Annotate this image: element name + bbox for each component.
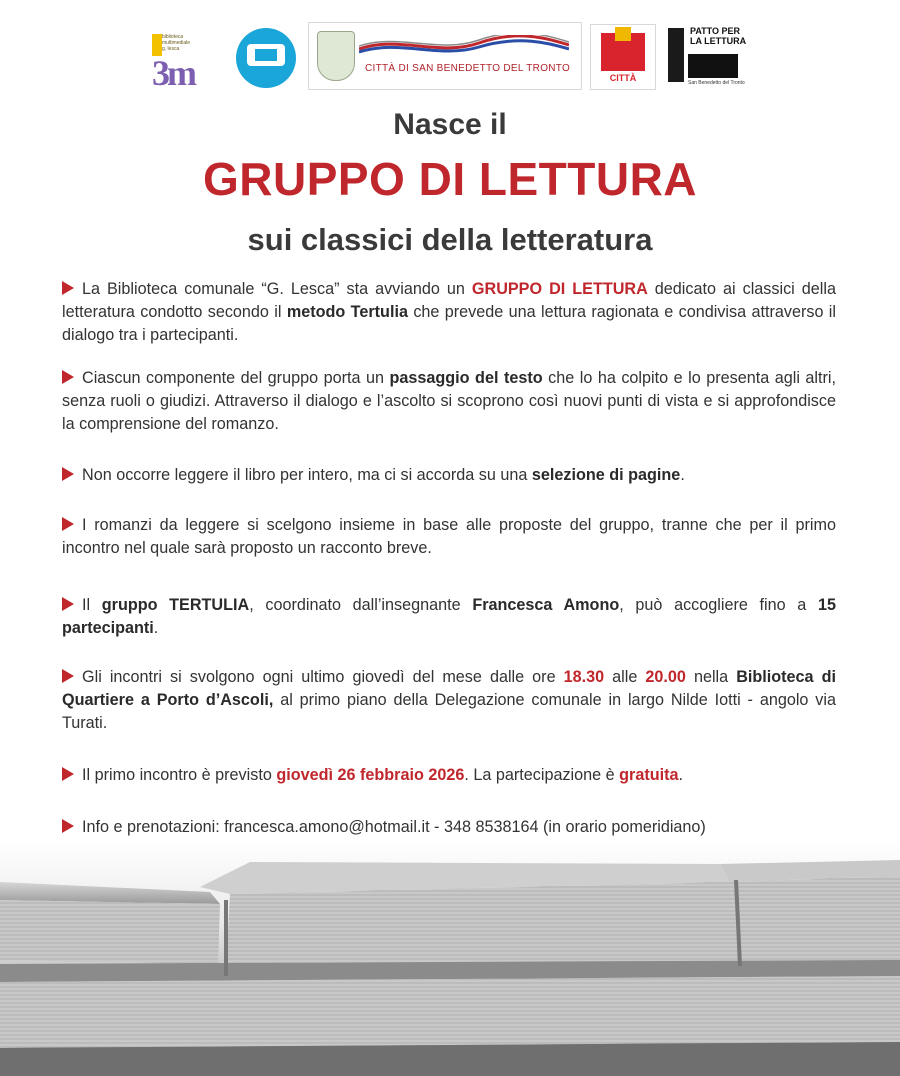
paragraph-text: gratuita [619, 766, 679, 784]
patto-bars-icon [688, 54, 738, 78]
paragraph-text: giovedì 26 febbraio 2026 [276, 766, 465, 784]
flag-wave-icon [359, 35, 569, 57]
stacked-books-image [0, 842, 900, 1076]
paragraph-6 [62, 666, 836, 735]
paragraph-text: che prevede una lettura ragionata e condivisa attraverso il dialogo tra i partecipanti. [62, 303, 837, 344]
city-name: CITTÀ DI SAN BENEDETTO DEL TRONTO [365, 63, 571, 74]
paragraph-text: 20.00 [645, 668, 686, 686]
paragraph-text: . [153, 619, 159, 637]
bullet-arrow-icon [62, 281, 74, 295]
bullet-arrow-icon [62, 819, 74, 833]
bullet-arrow-icon [62, 517, 74, 531]
paragraph-text: Ciascun componente del gruppo porta un [82, 369, 390, 387]
paragraph-text: al primo piano della Delegazione comunale in largo Nilde Iotti - angolo via Turati. [62, 691, 836, 732]
title-subtitle: sui classici della letteratura [247, 222, 653, 257]
paragraph-2 [62, 367, 836, 436]
title-intro: Nasce il [393, 108, 507, 141]
logo-3m-caption: biblioteca multimediale g. lesca [162, 34, 191, 52]
paragraph-text: Il [82, 596, 102, 614]
city-logo [308, 22, 582, 90]
paragraph-text: metodo Tertulia [286, 303, 408, 321]
title-main: GRUPPO DI LETTURA [202, 153, 698, 205]
paragraph-text: selezione di pagine [531, 466, 681, 484]
bullet-arrow-icon [62, 370, 74, 384]
paragraph-text: Info e prenotazioni: francesca.amono@hotmail.it - 348 8538164 (in orario pomeridiano) [82, 818, 706, 836]
paragraph-text: passaggio del testo [389, 369, 543, 387]
paragraph-text: Il primo incontro è previsto [82, 766, 277, 784]
tower-icon [668, 28, 684, 82]
paragraph-text: , può accogliere fino a [619, 596, 818, 614]
paragraph-8 [62, 816, 836, 839]
paragraph-text: La Biblioteca comunale “G. Lesca” sta avviando un [82, 280, 472, 298]
citta-logo [590, 24, 656, 90]
bullet-arrow-icon [62, 767, 74, 781]
building-icon [247, 44, 285, 66]
paragraph-1 [62, 278, 836, 347]
city-crest-icon [317, 31, 355, 81]
paragraph-5 [62, 594, 836, 640]
citta-label: CITTÀ [609, 73, 637, 83]
bullet-arrow-icon [62, 669, 74, 683]
paragraph-text: 15 partecipanti [62, 596, 836, 637]
paragraph-text: gruppo TERTULIA [101, 596, 250, 614]
blue-library-logo [236, 28, 296, 88]
bullet-arrow-icon [62, 467, 74, 481]
logo-bar [0, 20, 900, 92]
paragraph-text: . [678, 766, 684, 784]
paragraph-text: , coordinato dall’insegnante [249, 596, 473, 614]
paragraph-text: Non occorre leggere il libro per intero, ma ci si accorda su una [82, 466, 532, 484]
logo-3m-text: 3m [152, 53, 194, 93]
paragraph-text: I romanzi da leggere si scelgono insieme in base alle proposte del gruppo, tranne che per il primo incontro nel quale sarà proposto un racconto breve. [62, 516, 836, 557]
patto-text: PATTO PER LA LETTURA [690, 26, 747, 46]
paragraph-4 [62, 514, 836, 560]
paragraph-text: Gli incontri si svolgono ogni ultimo giovedì del mese dalle ore [82, 668, 564, 686]
paragraph-text: . [680, 466, 685, 484]
paragraph-text: che lo ha colpito e lo presenta agli altri, senza ruoli o giudizi. Attraverso il dialogo e l’ascolto si scoprono così nuovi punti di vista e si approfondisce la comprensione del romanzo. [62, 369, 836, 433]
library-3m-logo [150, 20, 225, 92]
citta-shape-icon [601, 33, 645, 71]
paragraph-text: alle [604, 668, 646, 686]
paragraph-3 [62, 464, 836, 487]
paragraph-text: . La partecipazione è [464, 766, 620, 784]
paragraph-text: nella [685, 668, 737, 686]
paragraph-text: GRUPPO DI LETTURA [471, 280, 648, 298]
paragraph-text: dedicato ai classici della letteratura condotto secondo il [62, 280, 836, 321]
paragraph-text: 18.30 [563, 668, 605, 686]
patto-lettura-logo [666, 26, 756, 88]
books-photo [0, 842, 900, 1076]
bullet-arrow-icon [62, 597, 74, 611]
paragraph-7 [62, 764, 836, 787]
paragraph-text: Biblioteca di Quartiere a Porto d’Ascoli, [62, 668, 836, 709]
paragraph-text: Francesca Amono [472, 596, 620, 614]
patto-subtext: San Benedetto del Tronto [688, 80, 745, 86]
